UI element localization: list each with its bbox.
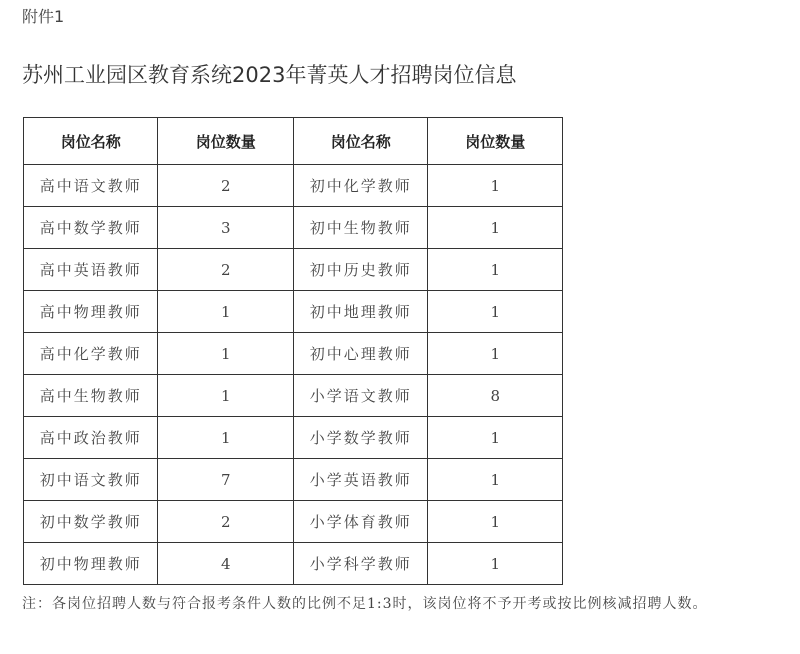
table-row [24,165,563,207]
footnote: 注：各岗位招聘人数与符合报考条件人数的比例不足1:3时，该岗位将不予开考或按比例核减招聘人数。 [22,596,708,612]
position-name-cell: 高中语文教师 [24,165,158,207]
position-name-cell: 小学科学教师 [293,543,427,585]
position-name-cell: 初中生物教师 [293,207,427,249]
table-header-row [24,118,563,165]
position-name-cell: 高中物理教师 [24,291,158,333]
position-name-cell: 小学英语教师 [293,459,427,501]
table-row [24,291,563,333]
position-count-cell: 2 [158,249,294,291]
position-count-cell: 7 [158,459,294,501]
header-position-name: 岗位名称 [24,118,158,165]
position-count-cell: 1 [158,417,294,459]
table-row [24,375,563,417]
header-position-count: 岗位数量 [428,118,563,165]
position-count-cell: 1 [428,165,563,207]
position-count-cell: 1 [158,375,294,417]
position-count-cell: 3 [158,207,294,249]
table-row [24,333,563,375]
position-name-cell: 小学语文教师 [293,375,427,417]
position-count-cell: 1 [158,333,294,375]
position-count-cell: 1 [428,249,563,291]
position-count-cell: 1 [428,333,563,375]
position-count-cell: 1 [428,417,563,459]
position-name-cell: 小学数学教师 [293,417,427,459]
position-count-cell: 1 [158,291,294,333]
position-name-cell: 初中心理教师 [293,333,427,375]
position-name-cell: 高中化学教师 [24,333,158,375]
position-count-cell: 8 [428,375,563,417]
position-name-cell: 初中数学教师 [24,501,158,543]
position-name-cell: 初中物理教师 [24,543,158,585]
position-name-cell: 高中数学教师 [24,207,158,249]
position-count-cell: 2 [158,501,294,543]
page-title: 苏州工业园区教育系统2023年菁英人才招聘岗位信息 [22,63,517,87]
position-name-cell: 高中政治教师 [24,417,158,459]
position-name-cell: 高中英语教师 [24,249,158,291]
table-row [24,249,563,291]
position-name-cell: 初中语文教师 [24,459,158,501]
table-row [24,501,563,543]
position-name-cell: 初中历史教师 [293,249,427,291]
header-position-name: 岗位名称 [293,118,427,165]
position-count-cell: 4 [158,543,294,585]
positions-table [23,117,563,585]
position-count-cell: 1 [428,207,563,249]
position-name-cell: 高中生物教师 [24,375,158,417]
position-name-cell: 初中化学教师 [293,165,427,207]
header-position-count: 岗位数量 [158,118,294,165]
position-count-cell: 1 [428,291,563,333]
position-name-cell: 小学体育教师 [293,501,427,543]
table-row [24,459,563,501]
position-count-cell: 1 [428,543,563,585]
position-count-cell: 1 [428,501,563,543]
position-count-cell: 2 [158,165,294,207]
table-row [24,543,563,585]
table-row [24,207,563,249]
position-count-cell: 1 [428,459,563,501]
position-name-cell: 初中地理教师 [293,291,427,333]
attachment-label: 附件1 [22,7,65,26]
table-row [24,417,563,459]
